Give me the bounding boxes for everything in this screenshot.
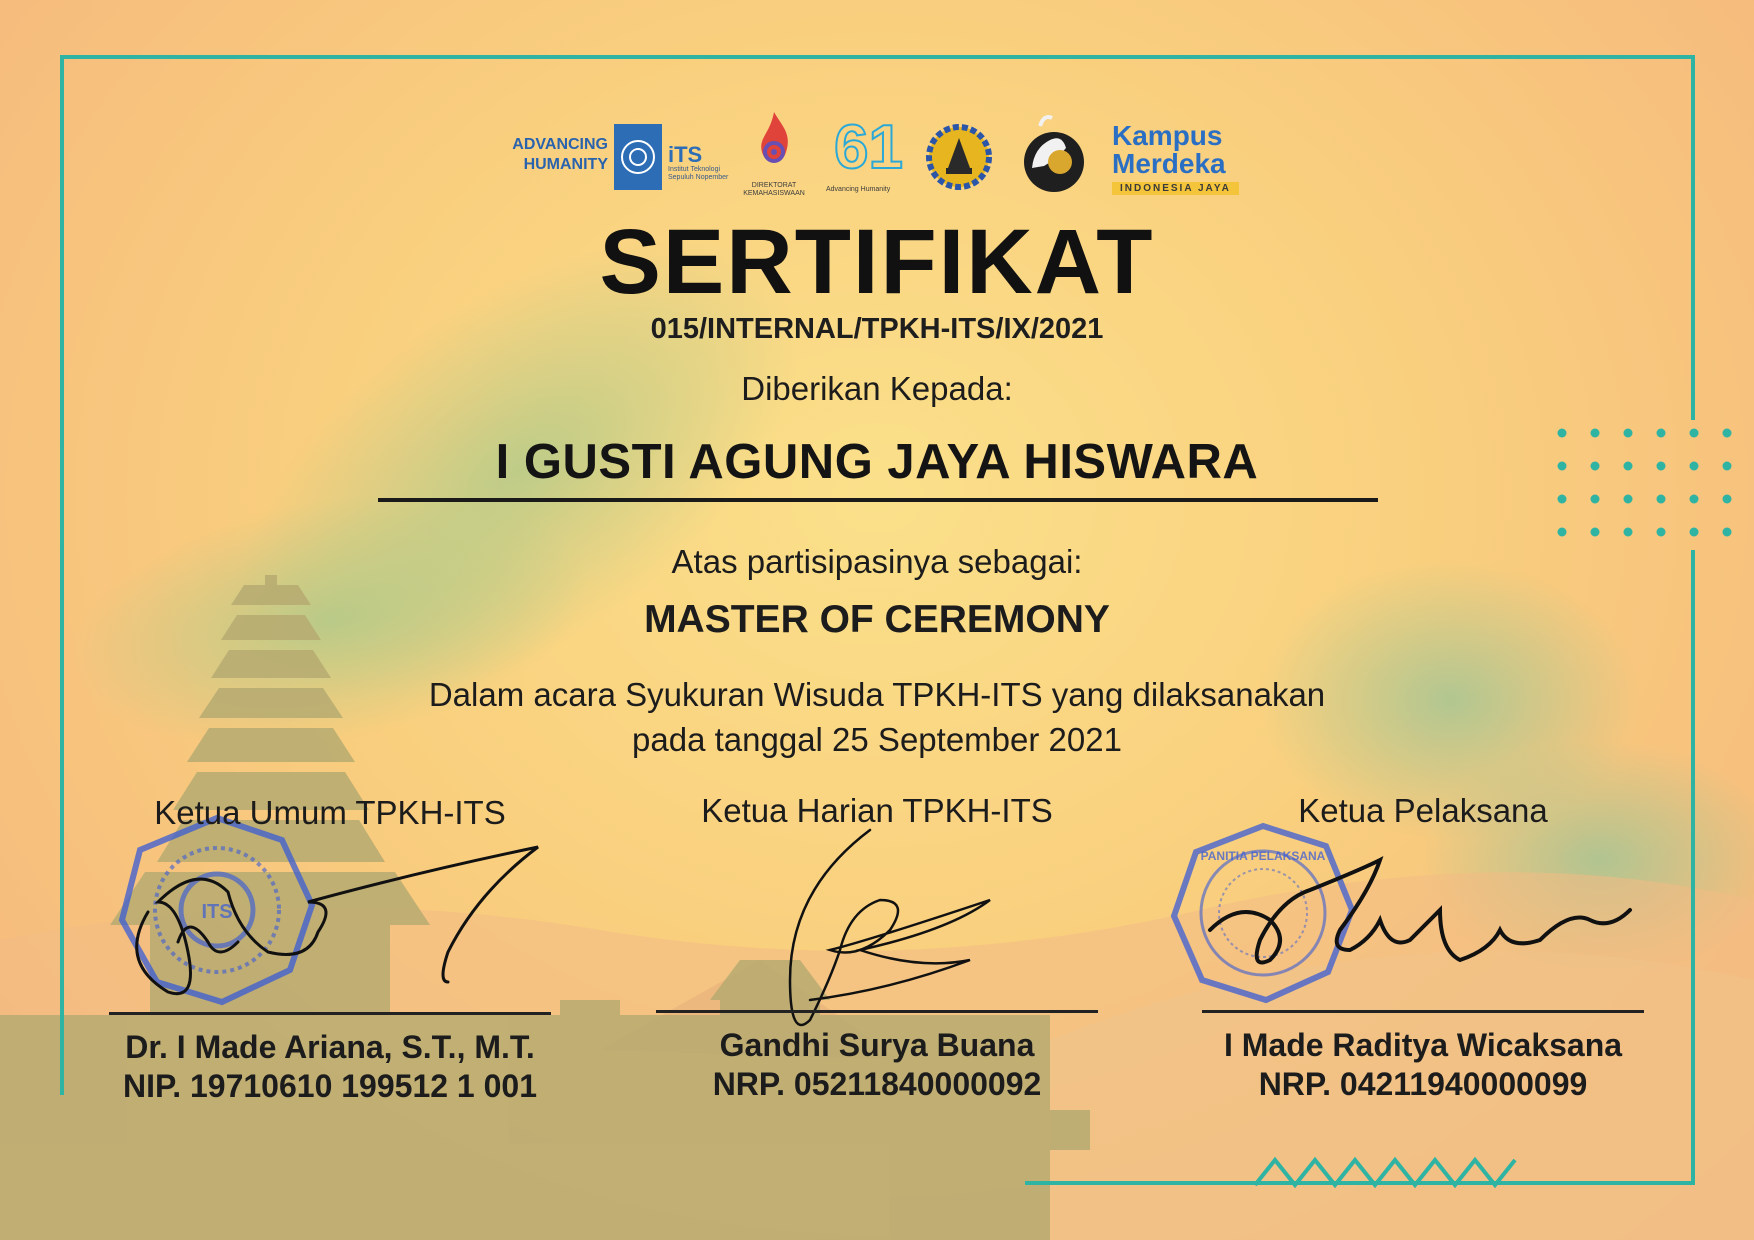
- role-title: MASTER OF CEREMONY: [644, 598, 1110, 641]
- certificate-title: SERTIFIKAT: [599, 211, 1155, 313]
- signatory-id: NRP. 05211840000092: [712, 1066, 1042, 1102]
- signatory-id: NRP. 04211940000099: [1258, 1066, 1588, 1102]
- direktorat-flame-icon: [752, 108, 796, 190]
- signatory-title: Ketua Umum TPKH-ITS: [154, 794, 506, 831]
- direktorat-caption: DIREKTORAT KEMAHASISWAAN: [743, 182, 805, 197]
- signatory-name: Gandhi Surya Buana: [719, 1027, 1035, 1063]
- its-wordmark: iTS: [668, 142, 703, 167]
- signatory-title: Ketua Harian TPKH-ITS: [701, 792, 1053, 829]
- kampus-merdeka-logo: [1112, 122, 1252, 196]
- signature-line: [1202, 1010, 1644, 1013]
- event-description-line1: Dalam acara Syukuran Wisuda TPKH-ITS yang dilaksanakan: [428, 676, 1326, 713]
- goat-mascot-icon: [1014, 108, 1090, 196]
- signature-right: [1200, 850, 1640, 980]
- its-emblem-icon: [616, 132, 660, 182]
- its-caption: Institut Teknologi Sepuluh Nopember: [668, 166, 729, 181]
- recipient-underline: [378, 498, 1378, 502]
- event-description-line2: pada tanggal 25 September 2021: [632, 721, 1122, 758]
- participation-label: Atas partisipasinya sebagai:: [671, 543, 1083, 580]
- merdeka-text: Merdeka: [1112, 148, 1226, 179]
- signature-center: [770, 820, 1020, 1040]
- frame-right-lower: [1691, 550, 1695, 1185]
- signatory-id: NIP. 19710610 199512 1 001: [122, 1068, 537, 1104]
- signature-line: [656, 1010, 1098, 1013]
- indonesia-jaya-text: INDONESIA JAYA: [1112, 182, 1239, 195]
- recipient-name: I GUSTI AGUNG JAYA HISWARA: [495, 435, 1259, 489]
- signature-line: [109, 1012, 551, 1015]
- signatory-name: I Made Raditya Wicaksana: [1223, 1027, 1623, 1063]
- kampus-text: Kampus: [1112, 120, 1223, 151]
- frame-bottom: [1025, 1181, 1695, 1185]
- university-crest-icon: [926, 124, 992, 190]
- signatory-name: Dr. I Made Ariana, S.T., M.T.: [125, 1029, 535, 1065]
- certificate-number: 015/INTERNAL/TPKH-ITS/IX/2021: [650, 313, 1104, 345]
- humanity-text: HUMANITY: [523, 156, 608, 173]
- logo-advancing-humanity: [498, 135, 608, 175]
- advancing-text: ADVANCING: [512, 136, 608, 153]
- stamp-right-text: PANITIA PELAKSANA: [1200, 849, 1326, 863]
- stamp-left-text: ITS: [201, 901, 233, 923]
- sixty-one-logo: 61: [834, 113, 903, 182]
- sixty-one-caption: Advancing Humanity: [826, 186, 891, 193]
- signatory-title: Ketua Pelaksana: [1298, 792, 1548, 829]
- frame-top: [60, 55, 1695, 59]
- given-to-label: Diberikan Kepada:: [741, 370, 1013, 407]
- signature-left: [118, 842, 548, 1002]
